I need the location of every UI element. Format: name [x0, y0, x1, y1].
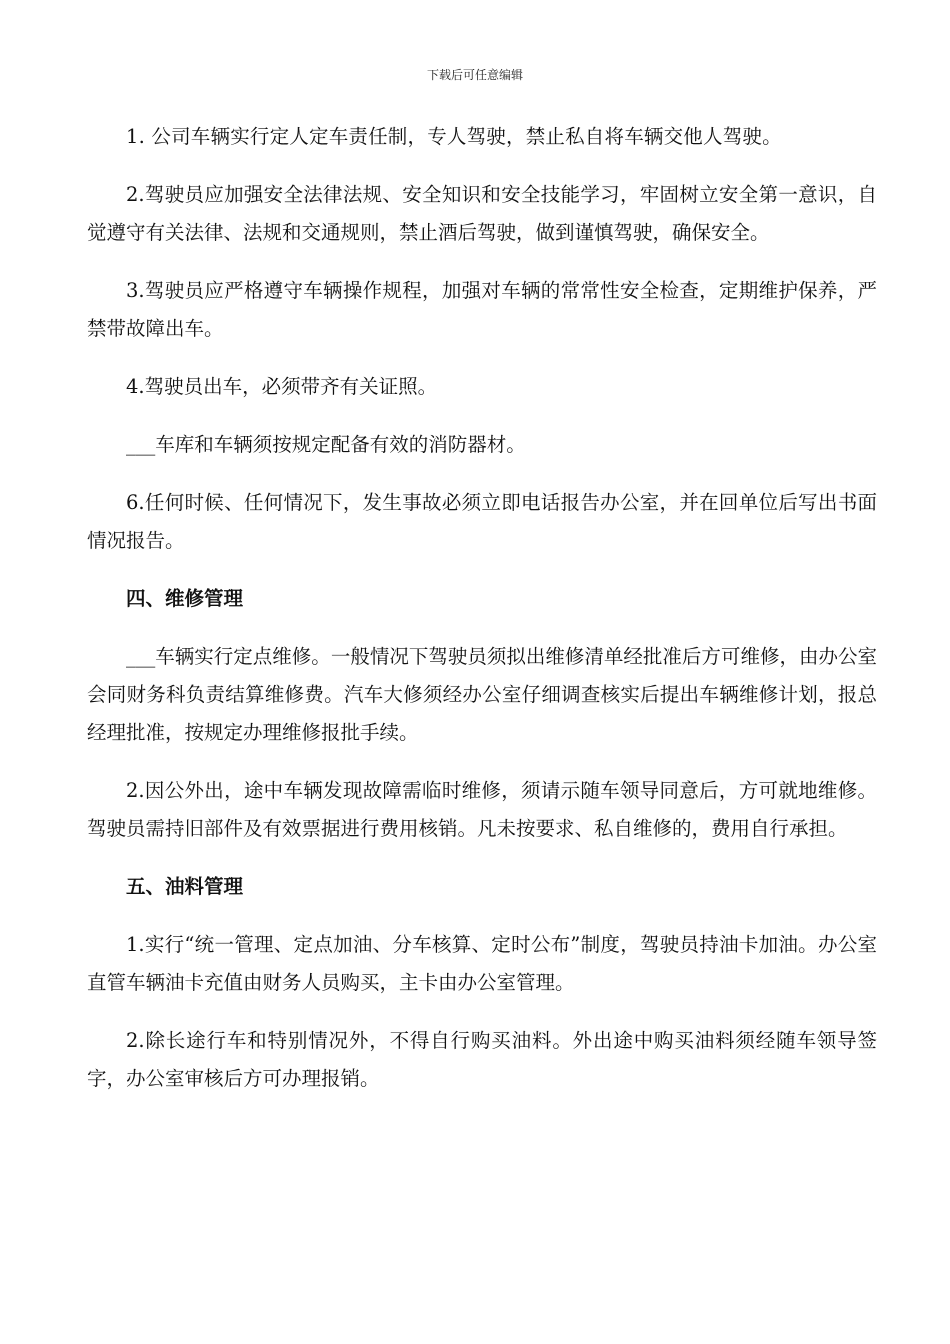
paragraph-temporary-repair: 2.因公外出，途中车辆发现故障需临时维修，须请示随车领导同意后，方可就地维修。驾驶员需持旧部件及有效票据进行费用核销。凡未按要求、私自维修的，费用自行承担。 [87, 779, 877, 840]
paragraph-fire-equipment: ___车库和车辆须按规定配备有效的消防器材。 [126, 433, 526, 456]
paragraph-driver-safety-learning: 2.驾驶员应加强安全法律法规、安全知识和安全技能学习，牢固树立安全第一意识，自觉遵守有关法律、法规和交通规则，禁止酒后驾驶，做到谨慎驾驶，确保安全。 [87, 183, 877, 244]
paragraph-accident-report: 6.任何时候、任何情况下，发生事故必须立即电话报告办公室，并在回单位后写出书面情况报告。 [87, 491, 877, 552]
paragraph-designated-repair: ___车辆实行定点维修。一般情况下驾驶员须拟出维修清单经批准后方可维修，由办公室会同财务科负责结算维修费。汽车大修须经办公室仔细调查核实后提出车辆维修计划，报总经理批准，按规定办理维修报批手续。 [87, 645, 877, 744]
document-body [87, 118, 877, 1118]
section-heading-fuel: 五、油料管理 [126, 875, 244, 898]
paragraph-carry-documents: 4.驾驶员出车，必须带齐有关证照。 [126, 375, 438, 398]
paragraph-operation-rules: 3.驾驶员应严格遵守车辆操作规程，加强对车辆的常常性安全检查，定期维护保养，严禁带故障出车。 [87, 279, 877, 340]
paragraph-fuel-purchase: 2.除长途行车和特别情况外，不得自行购买油料。外出途中购买油料须经随车领导签字，办公室审核后方可办理报销。 [87, 1029, 877, 1090]
page-header: 下载后可任意编辑 [426, 68, 523, 82]
paragraph-fuel-card: 1.实行“统一管理、定点加油、分车核算、定时公布”制度，驾驶员持油卡加油。办公室直管车辆油卡充值由财务人员购买，主卡由办公室管理。 [87, 933, 877, 994]
paragraph-vehicle-responsibility: 1. 公司车辆实行定人定车责任制，专人驾驶，禁止私自将车辆交他人驾驶。 [126, 125, 782, 148]
section-heading-maintenance: 四、维修管理 [126, 587, 244, 610]
